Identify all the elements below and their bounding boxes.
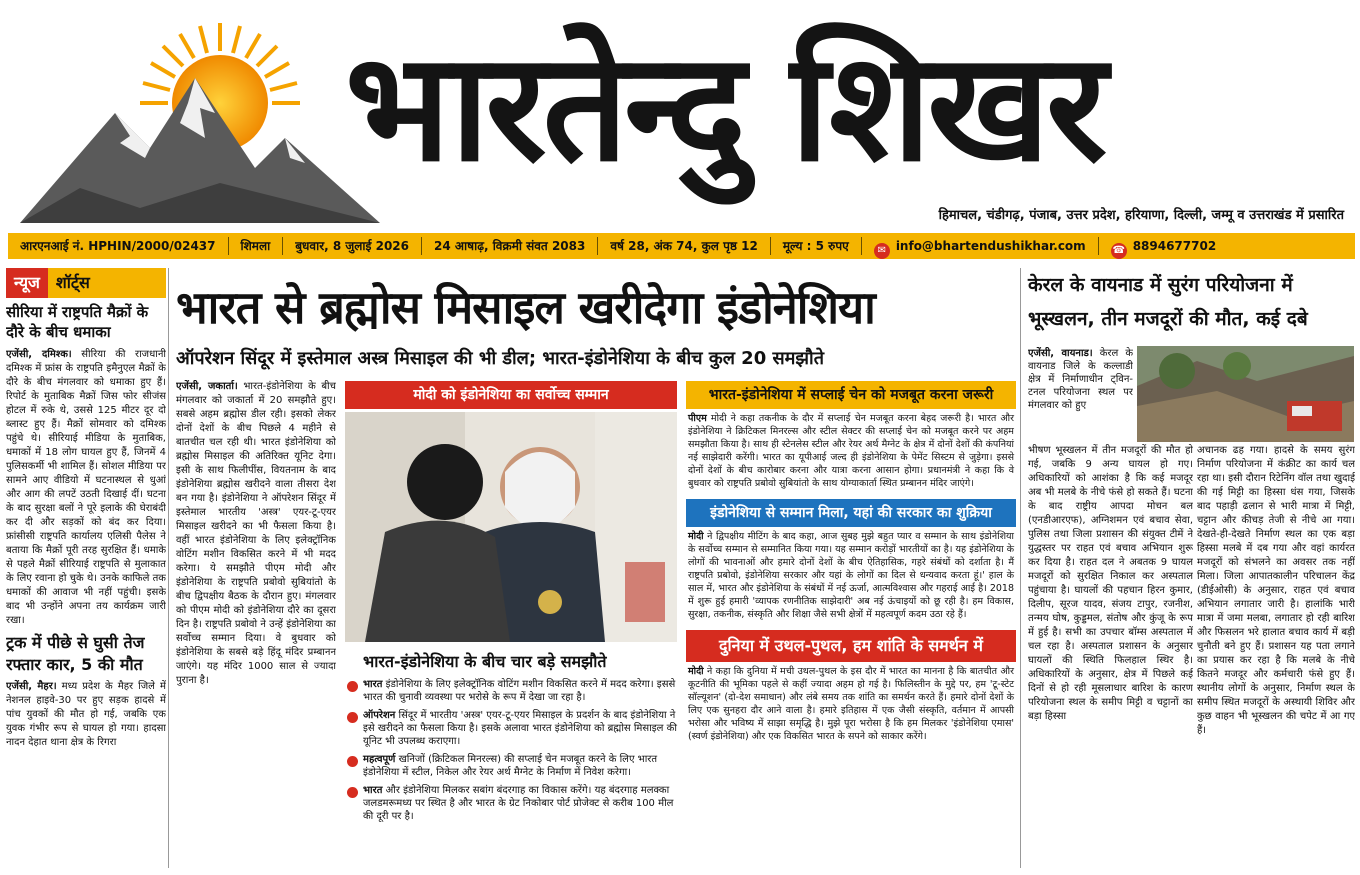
bullet-lead: ऑपरेशन — [363, 710, 396, 721]
rni-number: आरएनआई नं. HPHIN/2000/02437 — [8, 237, 229, 255]
body-text: ने द्विपक्षीय मीटिंग के बाद कहा, आज सुबह मुझे बहुत प्यार व सम्मान के साथ इंडोनेशिया के सर्वोच्च सम्मान से सम्मानित किया गया। यह सम्मान करोड़ों भारतीयों का है। यह इंडोनेशिया के लोगों की भावनाओं और हमारे दोनों देशों के बीच ऐतिहासिक, गहरे संबंधों को दर्शाता है। मैं राष्ट्रपति प्रबोवो, इंडोनेशिया सरकार और यहां के लोगों का दिल से धन्यवाद करता हूं।' हाल के साल में, भारत और इंडोनेशिया के संबंधों में नई ऊर्जा, आत्मविश्वास और गहराई आई है। 2018 में शुरू हुई हमारी 'व्यापक रणनीतिक साझेदारी' अब नई ऊंचाइयों को छू रही है। हम विकास, सुरक्षा, तकनीक, संस्कृति और शिक्षा जैसे सभी क्षेत्रों में महत्वपूर्ण कदम उठा रहे हैं। — [688, 531, 1014, 620]
body-text: ने कहा कि दुनिया में मची उथल-पुथल के इस दौर में भारत का मानना है कि बातचीत और कूटनीति की भूमिका पहले से कहीं ज्यादा अहम हो गई है। फिलिस्तीन के मुद्दे पर, हम 'टू-स्टेट सॉल्यूशन' (दो-देश समाधान) और लंबे समय तक शांति का समर्थन करते हैं। हमारे दोनों देशों के लिए एक सुनहरा दौर आने वाला है। हमारे इतिहास में एक जैसी संस्कृति, वर्तमान में आपसी भरोसा और भविष्य में साझा समृद्धि है। मुझे पूरा भरोसा है कि हम मिलकर 'इंडोनेशिया एमास' (स्वर्ण इंडोनेशिया) और एक विकसित भारत के सपने को साकार करेंगे। — [688, 666, 1014, 742]
wayanad-intro — [1028, 347, 1133, 447]
column-divider — [168, 268, 169, 868]
short-headline-2: ट्रक में पीछे से घुसी तेज रफ्तार कार, 5 की मौत — [6, 633, 145, 674]
news-shorts-column — [6, 268, 166, 875]
masthead — [0, 0, 1360, 232]
lead-word: पीएम — [688, 413, 707, 424]
wayanad-body-col2: अचानक ढह गया। हादसे के समय सुरंग निर्माण परियोजना में कंक्रीट का कार्य चल रहा था। इसी दौरान रिटेनिंग वॉल तथा खुदाई की गई मिट्टी का हिस्सा धंस गया, जिसके बाद पहाड़ी ढलान से भारी मात्रा में मिट्टी, चट्टान और कीचड़ तेजी से नीचे आ गया। देखते-ही-देखते निर्माण स्थल का एक बड़ा हिस्सा मलबे में दब गया और वहां कार्यरत मजदूरों को संभलने का अवसर तक नहीं मिला। जिला आपातकालीन परिचालन केंद्र (डीईओसी) के अनुसार, राहत एवं बचाव अभियान लगातार जारी है। हालांकि भारी मात्रा में जमा मलबा, लगातार हो रही बारिश और फिसलन भरे हालात बचाव कार्य में बड़ी चुनौती बने हुए हैं। प्रशासन यह पता लगाने का प्रयास कर रहा है कि मलबे के नीचे कितने मजदूर और कर्मचारी फंसे हुए हैं। स्थानीय लोगों के अनुसार, निर्माण स्थल के समीप स्थित मजदूरों के अस्थायी शिविर और कुछ वाहन भी भूस्खलन की चपेट में आ गए हैं। — [1197, 445, 1355, 736]
phone-icon: ☎ — [1111, 243, 1127, 259]
tag-shorts: शॉर्ट्स — [48, 268, 166, 298]
news-shorts-tag — [6, 268, 166, 298]
body-text: भारत-इंडोनेशिया के बीच मंगलवार को जकार्ता में 20 समझौते हुए। सबसे अहम ब्रह्मोस डील रही। इसको लेकर दोनों देशों के बीच पिछले 4 महीने से बातचीत चल रही थी। भारत इंडोनेशिया को ब्रह्मोस मिसाइल की अतिरिक्त यूनिट देगा। इसी के साथ फिलीपींस, वियतनाम के बाद इंडोनेशिया ब्रह्मोस खरीदने वाला तीसरा देश बन गया है। इंडोनेशिया ने ऑपरेशन सिंदूर में इस्तेमाल भारतीय 'अस्त्र' एयर-टू-एयर मिसाइल खरीदने का भी फैसला किया है। वहीं भारत इंडोनेशिया के लिए इलेक्ट्रॉनिक वोटिंग मशीन विकसित करने में भी मदद करेगा। ये समझौते पीएम मोदी और इंडोनेशिया के राष्ट्रपति प्रबोवो सुबियांतो के बीच द्विपक्षीय बैठक के दौरान हुए। मंगलवार को पीएम मोदी को इंडोनेशिया दौरे का दूसरा दिन है। राष्ट्रपति प्रबोवो ने उन्हें इंडोनेशिया का सर्वोच्च सम्मान दिया। वे बुधवार को इंडोनेशिया के सबसे बड़े हिंदू मंदिर प्रम्बानन जाएंगे। यह मंदिर 1000 साल से ज्यादा पुराना है। — [176, 381, 336, 686]
dateline: एजेंसी, वायनाड। — [1028, 348, 1093, 359]
agreements-list — [345, 678, 677, 823]
email-contact[interactable] — [862, 237, 1099, 255]
bullet-text: सिंदूर में भारतीय 'अस्त्र' एयर-टू-एयर मिसाइल के प्रदर्शन के बाद इंडोनेशिया ने इसे खरीदने का फैसला किया है। इसके अलावा भारत इंडोनेशिया को ब्रह्मोस मिसाइल की यूनिट भी उपलब्ध कराएगा। — [363, 710, 677, 747]
dateline: एजेंसी, मैहर। — [6, 681, 57, 692]
tag-news: न्यूज — [6, 268, 48, 298]
issue-details: वर्ष 28, अंक 74, कुल पृष्ठ 12 — [598, 237, 771, 255]
peace-body — [686, 662, 1016, 746]
sun-mountain-logo — [20, 18, 380, 230]
short-body-2 — [6, 680, 166, 750]
dateline: एजेंसी, जकार्ता। — [176, 381, 238, 392]
samvat-date: 24 आषाढ़, विक्रमी संवत 2083 — [422, 237, 598, 255]
phone-contact[interactable] — [1099, 237, 1229, 255]
supply-chain-heading: भारत-इंडोनेशिया में सप्लाई चेन को मजबूत करना जरूरी — [686, 381, 1016, 409]
bullet-text: खनिजों (क्रिटिकल मिनरल्स) की सप्लाई चेन मजबूत करने के लिए भारत इंडोनेशिया में स्टील, निकेल और रेयर अर्थ मैग्नेट के निर्माण में निवेश करेगा। — [363, 754, 658, 778]
info-bar — [8, 233, 1355, 259]
peace-heading: दुनिया में उथल-पुथल, हम शांति के समर्थन में — [686, 630, 1016, 662]
list-item — [345, 753, 677, 779]
body-text: सीरिया की राजधानी दमिश्क में फ्रांस के राष्ट्रपति इमैनुएल मैक्रों के दौरे के बीच मंगलवार को धमाका हुए हैं। रिपोर्ट के मुताबिक मैक्रों जिस फोर सीजंस होटल में रुके थे, उससे 125 मीटर दूर दो ब्लास्ट हुए हैं। मैक्रों सोमवार को दमिश्क पहुंचे थे। सीरियाई मीडिया के मुताबिक, धमाकों में 18 लोग घायल हुए हैं, जिनमें 4 पुलिसकर्मी भी शामिल हैं। सोशल मीडिया पर सामने आए वीडियो में घटनास्थल से धुआं और आग की लपटें उठती दिखाई दीं। घटना के बाद सुरक्षा बलों ने पूरे इलाके की घेराबंदी कर दी और सड़कों को बंद कर दिया। फ्रांसीसी राष्ट्रपति कार्यालय एलिसी पैलेस ने बताया कि मैक्रों पूरी तरह सुरक्षित हैं। धमाके से पहले मैक्रों सीरियाई राष्ट्रपति से मुलाकात के लिए रवाना हो चुके थे। उनके काफिले तक धमाकों की आवाज भी नहीं पहुंची। इसके बाद भी उन्होंने अपना तय कार्यक्रम जारी रखा। — [6, 349, 166, 626]
column-divider — [1020, 268, 1021, 868]
mail-icon: ✉ — [874, 243, 890, 259]
list-item — [345, 678, 677, 704]
side-stories-column — [686, 381, 1016, 875]
short-headline-1: सीरिया में राष्ट्रपति मैक्रों के दौरे के बीच धमाका — [6, 303, 149, 341]
email-text[interactable]: info@bhartendushikhar.com — [895, 239, 1086, 253]
honour-heading: इंडोनेशिया से सम्मान मिला, यहां की सरकार का शुक्रिया — [686, 499, 1016, 527]
bullet-lead: महत्वपूर्ण — [363, 754, 396, 765]
phone-text[interactable]: 8894677702 — [1132, 239, 1217, 253]
wayanad-body-col1: भीषण भूस्खलन में तीन मजदूरों की मौत हो गई, जबकि 9 अन्य घायल हो गए। अधिकारियों को आशंका है कि कई मजदूर अब भी मलबे के नीचे फंसे हो सकते हैं। घटना के बाद राष्ट्रीय आपदा मोचन बल (एनडीआरएफ), अग्निशमन एवं बचाव सेवा, पुलिस तथा जिला प्रशासन की संयुक्त टीमें ने युद्धस्तर पर राहत एवं बचाव अभियान शुरू कर दिया है। राहत दल ने अबतक 9 घायल मजदूरों को सुरक्षित निकाल कर अस्पताल पहुंचाया है। घायलों की पहचान हिरन कुमार, दिलीप, सूरज यादव, संजय टापुर, रजनीश, तन्मय घोष, कुड्डमल, संतोष और कुंजू के रूप में हुई है। सभी का उपचार बॉम्स अस्पताल में चल रहा है। अस्पताल प्रशासन के अनुसार घायलों की स्थिति फिलहाल स्थिर है। अधिकारियों के अनुसार, क्षेत्र में पिछले कई दिनों से हो रही मूसलाधार बारिश के कारण परियोजना स्थल के समीप मिट्टी व चट्टानों का बड़ा हिस्सा — [1028, 445, 1193, 722]
photo-illustration — [345, 412, 677, 642]
body-text: मध्य प्रदेश के मैहर जिले में नेशनल हाइवे-30 पर हुए सड़क हादसे में पांच युवकों की मौत हो गई, जबकि एक युवक गंभीर रूप से घायल हो गया। हादसा नादन देहात थाना क्षेत्र के रिगरा — [6, 681, 166, 748]
lead-subheadline: ऑपरेशन सिंदूर में इस्तेमाल अस्त्र मिसाइल की भी डील; भारत-इंडोनेशिया के बीच कुल 20 समझौते — [176, 348, 824, 369]
lead-story-body — [176, 380, 336, 875]
edition-city: शिमला — [229, 237, 284, 255]
bullet-lead: भारत — [363, 679, 383, 690]
issue-date: बुधवार, 8 जुलाई 2026 — [283, 237, 422, 255]
short-body-1 — [6, 348, 166, 628]
price: मूल्य : 5 रुपए — [771, 237, 862, 255]
dateline: एजेंसी, दमिश्क। — [6, 349, 72, 360]
lead-word: मोदी — [688, 531, 704, 542]
newspaper-title: भारतेन्दु शिखर — [345, 21, 1104, 195]
bullet-lead: भारत — [363, 785, 383, 796]
news-photo — [345, 412, 677, 642]
list-item — [345, 709, 677, 748]
honour-body — [686, 527, 1016, 624]
coverage-line: हिमाचल, चंडीगढ़, पंजाब, उत्तर प्रदेश, हरियाणा, दिल्ली, जम्मू व उत्तराखंड में प्रसारित — [938, 208, 1344, 223]
wayanad-headline: केरल के वायनाड में सुरंग परियोजना में भूस्खलन, तीन मजदूरों की मौत, कई दबे — [1028, 274, 1308, 330]
lead-word: मोदी — [688, 666, 704, 677]
photo-heading: मोदी को इंडोनेशिया का सर्वोच्च सम्मान — [345, 381, 677, 409]
agreements-heading: भारत-इंडोनेशिया के बीच चार बड़े समझौते — [363, 652, 607, 671]
body-text: मोदी ने कहा तकनीक के दौर में सप्लाई चेन मजबूत करना बेहद जरूरी है। भारत और इंडोनेशिया ने क्रिटिकल मिनरल्स और स्टील सेक्टर की सप्लाई चेन को मजबूत करने पर अहम समझौता किया है। साथ ही स्टेनलेस स्टील और रेयर अर्थ मैग्नेट के क्षेत्र में दोनों देशों की कंपनियां नई साझेदारी करेंगी। भारत का यूपीआई जल्द ही इंडोनेशिया के पेमेंट सिस्टम से जुड़ेगा। इससे दोनों देशों के बीच कारोबार करना और यात्रा करना आसान होगा। प्रधानमंत्री ने कहा कि वे बुधवार को राष्ट्रपति प्रबोवो सुबियांतो के साथ योग्याकार्ता स्थित प्रम्बानन मंदिर जाएंगे। — [688, 413, 1014, 489]
landslide-photo — [1137, 346, 1354, 442]
photo-box — [345, 381, 677, 828]
supply-chain-body — [686, 409, 1016, 493]
body-text: केरल के वायनाड जिले के कल्लाडी क्षेत्र में निर्माणाधीन ट्विन-टनल परियोजना स्थल पर मंगलवार को हुए — [1028, 348, 1133, 411]
landslide-illustration — [1137, 346, 1354, 442]
bullet-text: इंडोनेशिया के लिए इलेक्ट्रॉनिक वोटिंग मशीन विकसित करने में मदद करेगा। इससे भारत की चुनावी व्यवस्था पर भरोसे के रूप में देखा जा रहा है। — [363, 679, 676, 703]
bullet-text: और इंडोनेशिया मिलकर सबांग बंदरगाह का विकास करेंगे। यह बंदरगाह मलक्का जलडमरूमध्य पर स्थित है और भारत के ग्रेट निकोबार पोर्ट प्रोजेक्ट से करीब 100 मील की दूरी पर है। — [363, 785, 674, 822]
lead-headline: भारत से ब्रह्मोस मिसाइल खरीदेगा इंडोनेशिया — [176, 281, 875, 334]
list-item — [345, 784, 677, 823]
